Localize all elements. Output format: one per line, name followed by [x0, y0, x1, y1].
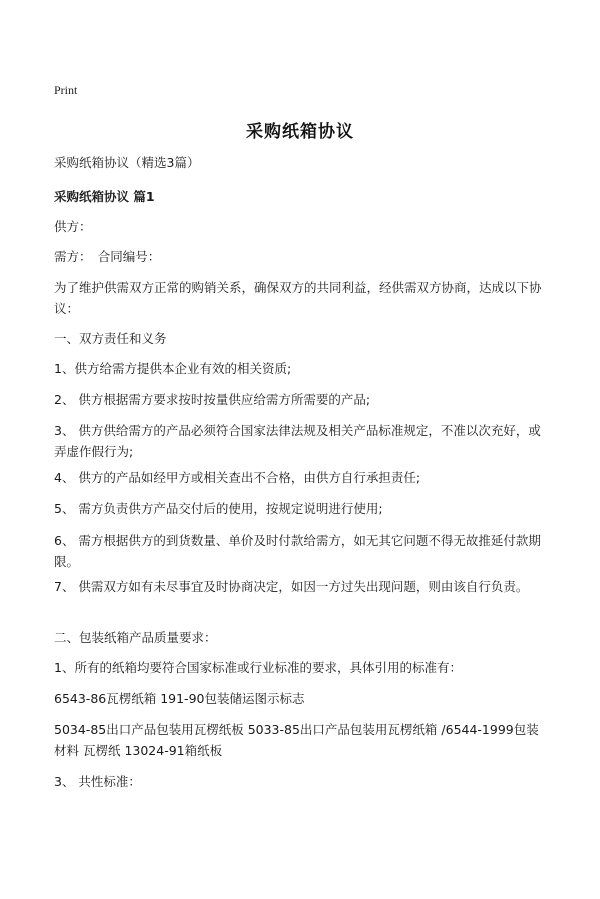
quality-item-3: 3、 共性标准： [54, 774, 141, 789]
clause-7: 7、 供需双方如有未尽事宜及时协商决定，如因一方过失出现问题，则由该自行负责。 [54, 579, 529, 594]
standards-line-2: 5034-85出口产品包装用瓦楞纸板 5033-85出口产品包装用瓦楞纸箱 /6544-1999包装材料 瓦楞纸 13024-91箱纸板 [54, 722, 539, 758]
clause-2: 2、 供方根据需方要求按时按量供应给需方所需要的产品; [54, 392, 371, 407]
supplier-line: 供方： [54, 219, 92, 234]
part2-heading: 二、包装纸箱产品质量要求： [54, 630, 217, 645]
clause-1: 1、供方给需方提供本企业有效的相关资质; [54, 361, 292, 376]
print-label[interactable]: Print [54, 83, 78, 97]
part1-heading: 一、双方责任和义务 [54, 331, 167, 346]
section-heading: 采购纸箱协议 篇1 [54, 189, 155, 204]
quality-item-1: 1、所有的纸箱均要符合国家标准或行业标准的要求，具体引用的标准有： [54, 660, 462, 675]
buyer-contract-line: 需方： 合同编号： [54, 249, 161, 264]
clause-3: 3、 供方供给需方的产品必须符合国家法律法规及相关产品标准规定，不准以次充好，或弄虚作假行为; [54, 423, 541, 459]
standards-line-1: 6543-86瓦楞纸箱 191-90包装储运图示标志 [54, 691, 305, 706]
document-subtitle: 采购纸箱协议（精选3篇） [54, 155, 200, 170]
clause-6: 6、 需方根据供方的到货数量、单价及时付款给需方，如无其它问题不得无故推延付款期限。 [54, 533, 541, 569]
intro-paragraph: 为了维护供需双方正常的购销关系，确保双方的共同利益，经供需双方协商，达成以下协议： [54, 280, 542, 316]
page-title: 采购纸箱协议 [246, 122, 354, 142]
clause-5: 5、 需方负责供方产品交付后的使用，按规定说明进行使用; [54, 501, 383, 516]
clause-4: 4、 供方的产品如经甲方或相关查出不合格，由供方自行承担责任; [54, 470, 421, 485]
